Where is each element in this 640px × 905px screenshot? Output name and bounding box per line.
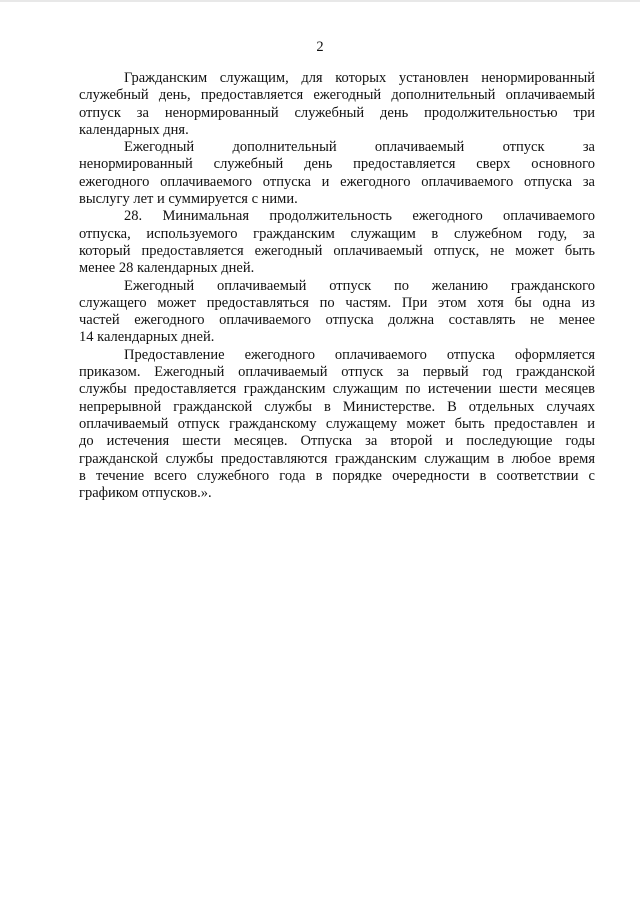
- text-line: календарных дня.: [79, 121, 189, 138]
- text-line: приказом. Ежегодный оплачиваемый отпуск за первый год гражданской: [79, 364, 595, 381]
- text-line: служебный день, предоставляется ежегодный дополнительный оплачиваемый: [79, 87, 595, 104]
- text-line: оплачиваемый отпуск гражданскому служащему может быть предоставлен и: [79, 415, 595, 432]
- text-line: 14 календарных дней.: [79, 329, 215, 346]
- text-line: Гражданским служащим, для которых установлен ненормированный: [124, 70, 595, 86]
- paragraph-3: [79, 208, 595, 277]
- text-line: до истечения шести месяцев. Отпуска за второй и последующие годы: [79, 433, 595, 450]
- document-body: [79, 70, 595, 502]
- text-line: 28. Минимальная продолжительность ежегодного оплачиваемого: [124, 208, 595, 225]
- text-line: в течение всего служебного года в порядке очередности в соответствии с: [79, 467, 595, 484]
- text-line: ненормированный служебный день предоставляется сверх основного: [79, 156, 595, 173]
- scan-edge: [0, 0, 640, 2]
- text-line: Ежегодный оплачиваемый отпуск по желанию гражданского: [124, 277, 595, 294]
- paragraph-1: [79, 70, 595, 139]
- text-line: служащего может предоставляться по частям. При этом хотя бы одна из: [79, 294, 595, 311]
- text-line: Предоставление ежегодного оплачиваемого отпуска оформляется: [124, 346, 595, 363]
- text-line: отпуска, используемого гражданским служащим в служебном году, за: [79, 225, 595, 242]
- text-line: службы предоставляется гражданским служащим по истечении шести месяцев: [79, 381, 595, 398]
- text-line: непрерывной гражданской службы в Министерстве. В отдельных случаях: [79, 398, 595, 415]
- text-line: частей ежегодного оплачиваемого отпуска должна составлять не менее: [79, 312, 595, 329]
- paragraph-4: [79, 278, 595, 347]
- page-number: 2: [316, 39, 324, 55]
- text-line: выслугу лет и суммируется с ними.: [79, 191, 298, 208]
- text-line: менее 28 календарных дней.: [79, 260, 255, 277]
- paragraph-5: [79, 347, 595, 503]
- text-line: графиком отпусков.».: [79, 485, 212, 502]
- paragraph-2: [79, 139, 595, 208]
- text-line: отпуск за ненормированный служебный день продолжительностью три: [79, 104, 595, 121]
- text-line: Ежегодный дополнительный оплачиваемый отпуск за: [124, 139, 595, 156]
- text-line: ежегодного оплачиваемого отпуска и ежегодного оплачиваемого отпуска за: [79, 173, 595, 190]
- text-line: который предоставляется ежегодный оплачиваемый отпуск, не может быть: [79, 242, 595, 259]
- text-line: гражданской службы предоставляются гражданским служащим в любое время: [79, 450, 595, 467]
